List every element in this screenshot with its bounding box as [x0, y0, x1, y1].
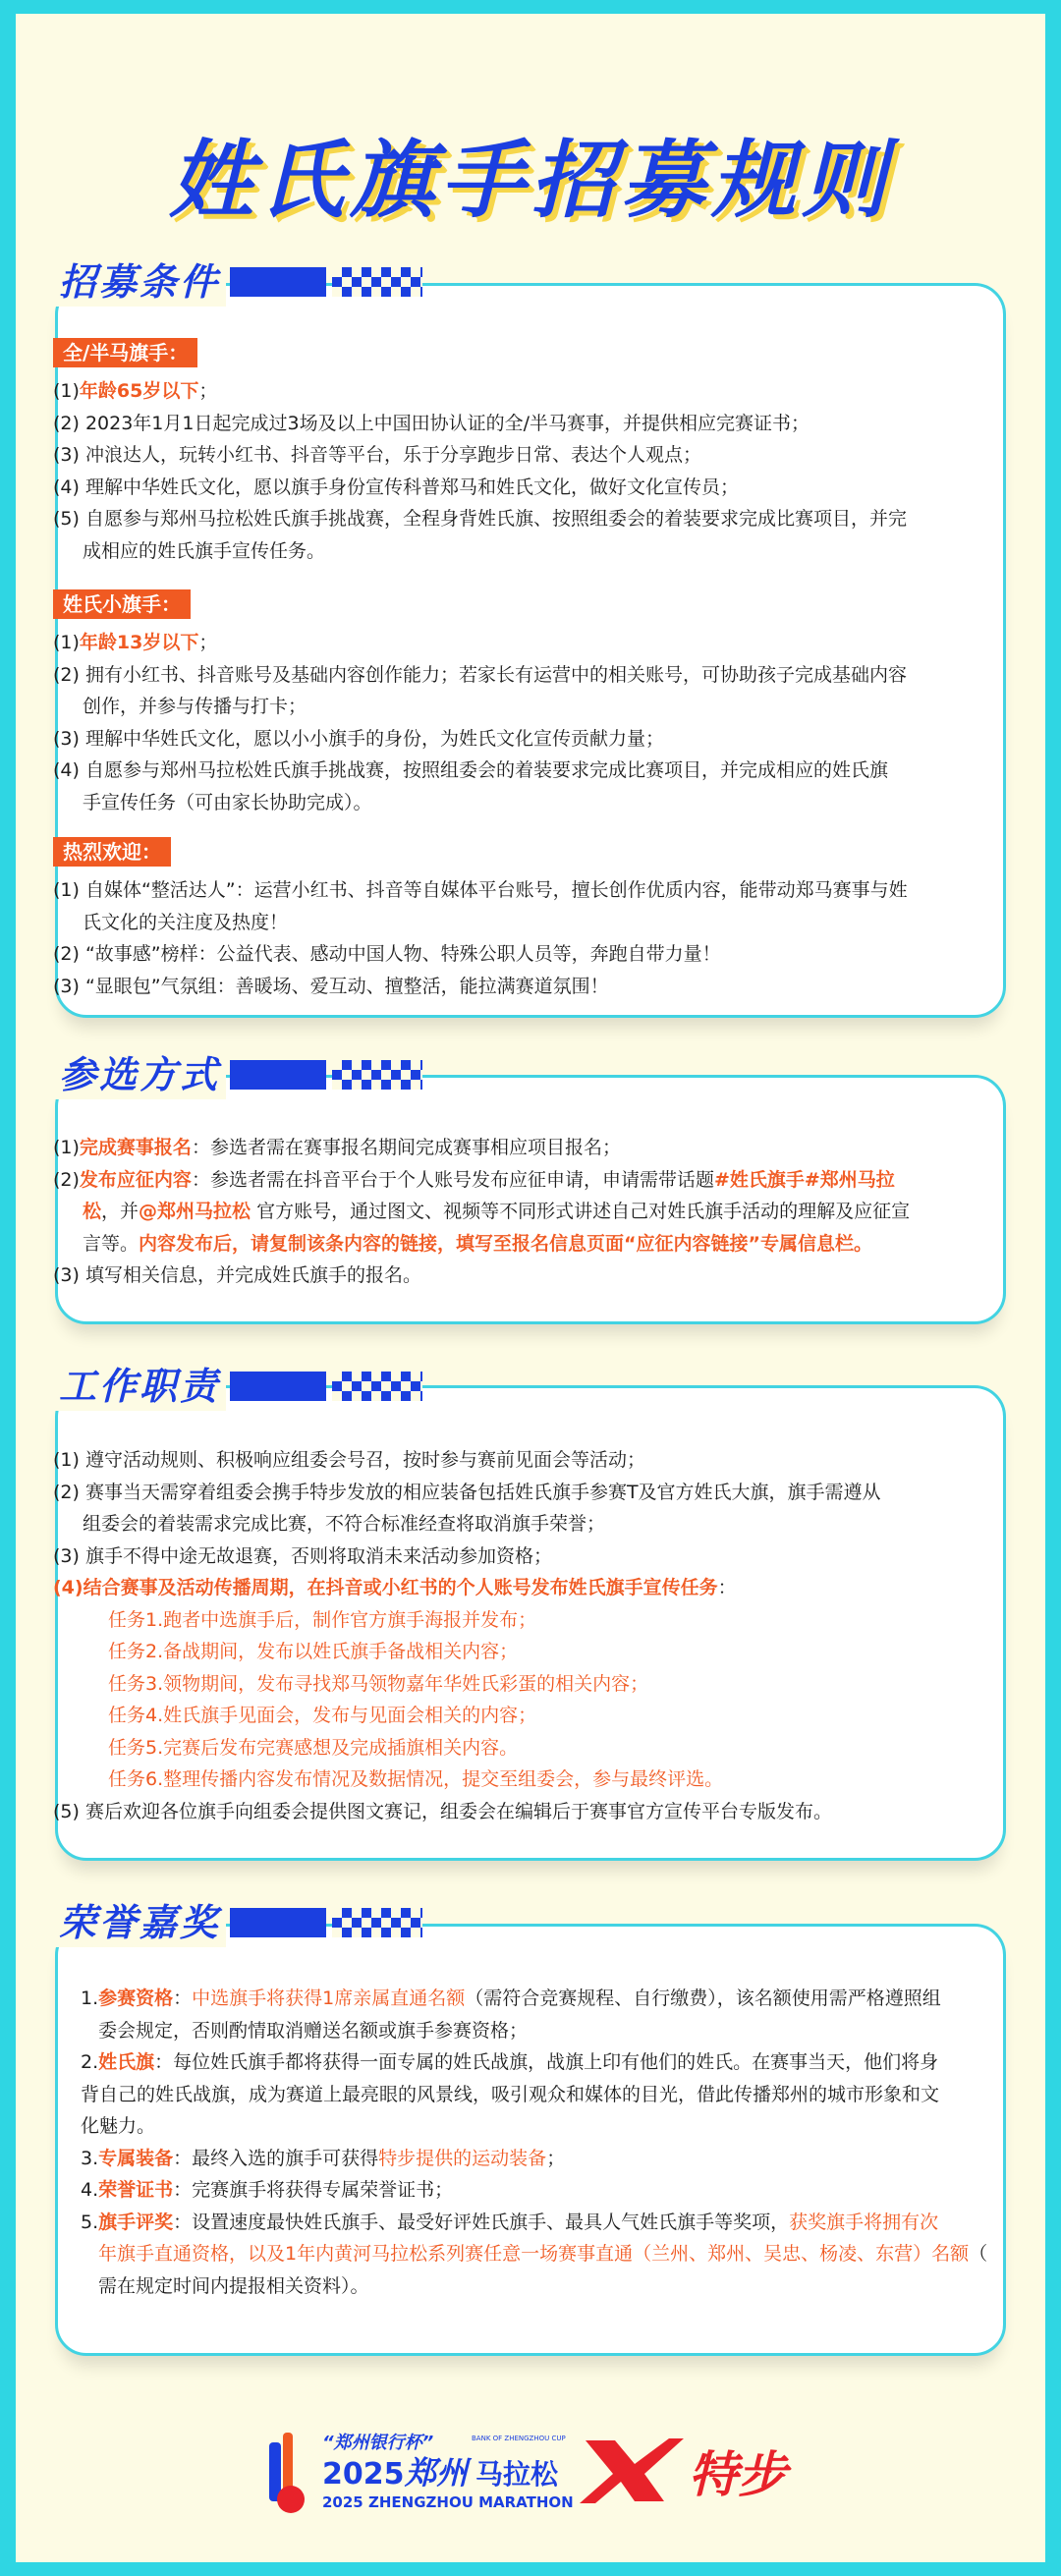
- checker-flag-decoration: [332, 267, 422, 297]
- list-item-cont: 委会规定，否则酌情取消赠送名额或旗手参赛资格；: [98, 2019, 529, 2042]
- poster-page: [16, 14, 1045, 2562]
- junior-list: [53, 627, 937, 818]
- welcome-list: [53, 874, 937, 1002]
- duties-list: [53, 1444, 937, 1827]
- list-item-cont: 需在规定时间内提报相关资料）。: [98, 2274, 369, 2297]
- task-item: 任务4.姓氏旗手见面会，发布与见面会相关的内容；: [108, 1705, 537, 1726]
- section-title: 工作职责: [16, 1362, 226, 1411]
- list-item: 2.姓氏旗：每位姓氏旗手都将获得一面专属的姓氏战旗，战旗上印有他们的姓氏。在赛事当天，他们将身: [81, 2051, 939, 2073]
- sponsor-text: 特步: [689, 2446, 787, 2503]
- city-text: 郑州: [405, 2454, 469, 2492]
- list-item: (2) “故事感”榜样：公益代表、感动中国人物、特殊公职人员等，奔跑自带力量！: [53, 943, 721, 965]
- list-item: (2) 拥有小红书、抖音账号及基础内容创作能力；若家长有运营中的相关账号，可协助孩子完成基础内容: [53, 663, 907, 686]
- tag-junior: 姓氏小旗手：: [53, 589, 191, 619]
- list-item: 5.旗手评奖：设置速度最快姓氏旗手、最受好评姓氏旗手、最具人气姓氏旗手等奖项，获奖旗手将拥有次: [81, 2211, 939, 2233]
- list-item: (1) 遵守活动规则、积极响应组委会号召，按时参与赛前见面会等活动；: [53, 1449, 645, 1471]
- list-item-cont: 创作，并参与传播与打卡；: [83, 696, 307, 717]
- list-item-cont: 松，并@郑州马拉松 官方账号，通过图文、视频等不同形式讲述自己对姓氏旗手活动的理解及应征宣: [83, 1201, 911, 1222]
- list-item: (4)结合赛事及活动传播周期，在抖音或小红书的个人账号发布姓氏旗手宣传任务：: [53, 1577, 737, 1598]
- list-item: (1) 自媒体“整活达人”：运营小红书、抖音等自媒体平台账号，擅长创作优质内容，能带动郑马赛事与姓: [53, 879, 908, 901]
- checker-flag-decoration: [332, 1060, 422, 1090]
- event-text: 马拉松: [475, 2458, 559, 2491]
- cup-text: “郑州银行杯”: [322, 2433, 434, 2453]
- zhengzhou-marathon-logo: [261, 2423, 586, 2521]
- year-text: 2025: [322, 2457, 405, 2492]
- section-title: 参选方式: [16, 1050, 226, 1099]
- task-item: 任务2.备战期间，发布以姓氏旗手备战相关内容；: [108, 1641, 519, 1662]
- page-title: 姓氏旗手招募规则: [169, 132, 892, 230]
- tag-full-half: 全/半马旗手：: [53, 338, 197, 367]
- list-item: (3) 冲浪达人，玩转小红书、抖音等平台，乐于分享跑步日常、表达个人观点；: [53, 444, 701, 466]
- list-item-cont: 成相应的姓氏旗手宣传任务。: [83, 539, 326, 562]
- section-title: 荣誉嘉奖: [16, 1898, 226, 1947]
- duties-header: [16, 1362, 422, 1411]
- title-bar-decoration: [230, 1060, 326, 1090]
- list-item: (4) 理解中华姓氏文化，愿以旗手身份宣传科普郑马和姓氏文化，做好文化宣传员；: [53, 476, 739, 498]
- task-item: 任务5.完赛后发布完赛感想及完成插旗相关内容。: [108, 1736, 519, 1759]
- task-item: 任务1.跑者中选旗手后，制作官方旗手海报并发布；: [108, 1608, 537, 1631]
- checker-flag-decoration: [332, 1372, 422, 1401]
- list-item: (5) 赛后欢迎各位旗手向组委会提供图文赛记，组委会在编辑后于赛事官方宣传平台专版发布。: [53, 1800, 832, 1822]
- list-item-cont: 组委会的着装需求完成比赛，不符合标准经查将取消旗手荣誉；: [83, 1513, 606, 1535]
- list-item: (3) 旗手不得中途无故退赛，否则将取消未来活动参加资格；: [53, 1544, 552, 1567]
- title-bar-decoration: [230, 1908, 326, 1937]
- honors-list: [81, 1983, 988, 2302]
- task-item: 任务3.领物期间，发布寻找郑马领物嘉年华姓氏彩蛋的相关内容；: [108, 1672, 649, 1695]
- list-item: (1)完成赛事报名：参选者需在赛事报名期间完成赛事相应项目报名；: [53, 1137, 621, 1158]
- task-item: 任务6.整理传播内容发布情况及数据情况，提交至组委会，参与最终评选。: [108, 1768, 724, 1790]
- list-item-cont: 化魅力。: [81, 2115, 156, 2137]
- list-item: (1)年龄13岁以下；: [53, 632, 218, 653]
- list-item: (2)发布应征内容：参选者需在抖音平台于个人账号发布应征申请，申请需带话题#姓氏旗手#郑州马拉: [53, 1168, 895, 1191]
- checker-flag-decoration: [332, 1908, 422, 1937]
- tag-welcome: 热烈欢迎：: [53, 837, 171, 867]
- list-item-cont: 手宣传任务（可由家长协助完成）。: [83, 791, 372, 813]
- signup-list: [53, 1132, 937, 1292]
- title-bar-decoration: [230, 1372, 326, 1401]
- list-item: (3) 理解中华姓氏文化，愿以小小旗手的身份，为姓氏文化宣传贡献力量；: [53, 727, 664, 750]
- list-item: 1.参赛资格：中选旗手将获得1席亲属直通名额（需符合竞赛规程、自行缴费），该名额使用需严格遵照组: [81, 1988, 941, 2009]
- bank-text: BANK OF ZHENGZHOU CUP: [472, 2435, 566, 2442]
- title-bar-decoration: [230, 267, 326, 297]
- list-item-cont: 言等。内容发布后，请复制该条内容的链接，填写至报名信息页面“应征内容链接”专属信息栏。: [83, 1232, 872, 1255]
- recruit-conditions-header: [16, 257, 422, 307]
- en-text: 2025 ZHENGZHOU MARATHON: [322, 2493, 574, 2511]
- signup-method-header: [16, 1050, 422, 1099]
- section-title: 招募条件: [16, 257, 226, 307]
- footer-logos: [16, 2411, 1045, 2529]
- list-item: 3.专属装备：最终入选的旗手可获得特步提供的运动装备；: [81, 2147, 566, 2169]
- list-item: (4) 自愿参与郑州马拉松姓氏旗手挑战赛，按照组委会的着装要求完成比赛项目，并完成相应的姓氏旗: [53, 759, 888, 781]
- xtep-logo: [576, 2431, 821, 2509]
- list-item: (3) 填写相关信息，并完成姓氏旗手的报名。: [53, 1264, 421, 1286]
- list-item-cont: 年旗手直通资格，以及1年内黄河马拉松系列赛任意一场赛事直通（兰州、郑州、吴忠、杨凌、东营）名额（: [98, 2243, 988, 2265]
- full-half-list: [53, 375, 937, 567]
- list-item-cont: 背自己的姓氏战旗，成为赛道上最亮眼的风景线，吸引观众和媒体的目光，借此传播郑州的城市形象和文: [81, 2083, 940, 2105]
- list-item: (3) “显眼包”气氛组：善暖场、爱互动、擅整活，能拉满赛道氛围！: [53, 975, 609, 997]
- list-item: 4.荣誉证书：完赛旗手将获得专属荣誉证书；: [81, 2179, 454, 2201]
- honors-header: [16, 1898, 422, 1947]
- list-item: (2) 赛事当天需穿着组委会携手特步发放的相应装备包括姓氏旗手参赛T及官方姓氏大旗，旗手需遵从: [53, 1481, 881, 1503]
- list-item-cont: 氏文化的关注度及热度！: [83, 911, 289, 933]
- list-item: (2) 2023年1月1日起完成过3场及以上中国田协认证的全/半马赛事，并提供相应完赛证书；: [53, 412, 810, 434]
- list-item: (1)年龄65岁以下；: [53, 380, 218, 402]
- list-item: (5) 自愿参与郑州马拉松姓氏旗手挑战赛，全程身背姓氏旗、按照组委会的着装要求完成比赛项目，并完: [53, 508, 907, 530]
